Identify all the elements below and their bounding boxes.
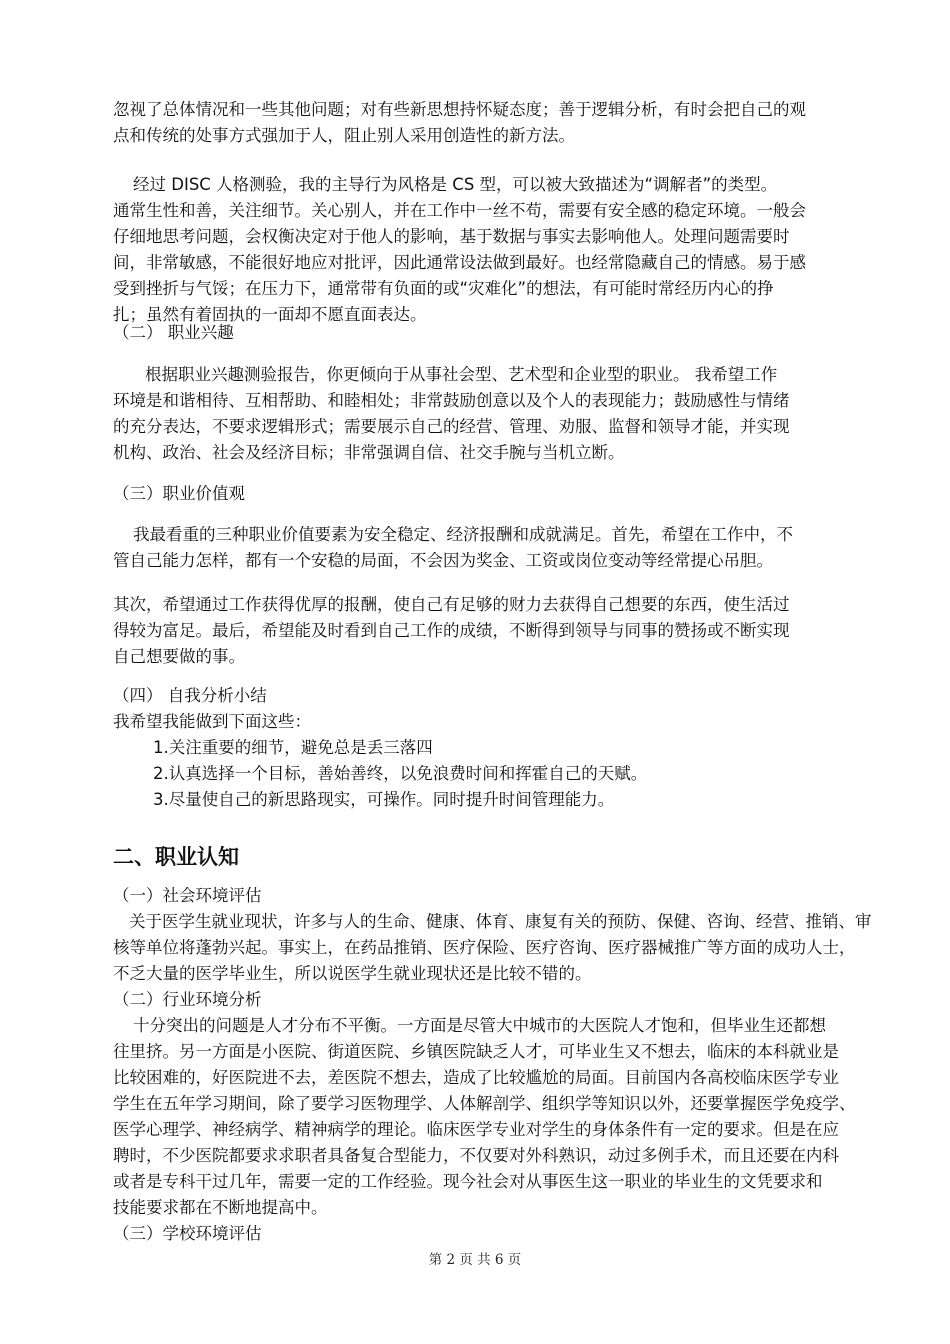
text-line: 比较困难的，好医院进不去，差医院不想去，造成了比较尴尬的局面。目前国内各高校临床医学专业 (113, 1068, 839, 1087)
section-title: 二、职业认知 (113, 845, 239, 869)
list-item: 2.认真选择一个目标，善始善终，以免浪费时间和挥霍自己的天赋。 (153, 764, 648, 783)
text-line: 点和传统的处事方式强加于人，阻止别人采用创造性的新方法。 (113, 126, 575, 145)
list-item: 1.关注重要的细节，避免总是丢三落四 (153, 738, 433, 757)
paragraph-intro (113, 97, 833, 149)
text-line: 十分突出的问题是人才分布不平衡。一方面是尽管大中城市的大医院人才饱和，但毕业生还都想 (133, 1016, 826, 1035)
text-line: 受到挫折与气馁；在压力下，通常带有负面的或“灾难化”的想法，有可能时常经历内心的挣 (113, 279, 774, 298)
text-line: 自己想要做的事。 (113, 647, 245, 666)
text-line: 聘时，不少医院都要求求职者具备复合型能力，不仅要对外科熟识，动过多例手术，而且还要在内科 (113, 1146, 839, 1165)
text-line: 的充分表达，不要求逻辑形式；需要展示自己的经营、管理、劝服、监督和领导才能，并实现 (113, 417, 790, 436)
paragraph-disc (113, 172, 833, 328)
text-line: 不乏大量的医学毕业生，所以说医学生就业现状还是比较不错的。 (113, 964, 592, 983)
self-analysis-summary (113, 683, 833, 813)
heading-text: （二）行业环境分析 (113, 990, 262, 1009)
text-line: 间，非常敏感，不能很好地应对批评，因此通常设法做到最好。也经常隐藏自己的情感。易于感 (113, 253, 806, 272)
heading-text: （一）社会环境评估 (113, 886, 262, 905)
text-line: 环境是和谐相待、互相帮助、和睦相处；非常鼓励创意以及个人的表现能力；鼓励感性与情绪 (113, 391, 790, 410)
text-line: 其次，希望通过工作获得优厚的报酬，使自己有足够的财力去获得自己想要的东西，使生活过 (113, 595, 790, 614)
page-footer: 第 2 页 共 6 页 (428, 1252, 522, 1268)
text-line: 机构、政治、社会及经济目标；非常强调自信、社交手腕与当机立断。 (113, 443, 625, 462)
heading-text: （二） 职业兴趣 (113, 323, 234, 342)
text-line: 仔细地思考问题，会权衡决定对于他人的影响，基于数据与事实去影响他人。处理问题需要时 (113, 227, 790, 246)
text-line: 根据职业兴趣测验报告，你更倾向于从事社会型、艺术型和企业型的职业。 我希望工作 (145, 365, 778, 384)
heading-text: （四） 自我分析小结 (113, 686, 267, 705)
text-line: 学生在五年学习期间，除了要学习医物理学、人体解剖学、组织学等知识以外，还要掌握医学免疫学、 (113, 1094, 856, 1113)
text-line: 通常生性和善，关注细节。关心别人，并在工作中一丝不苟，需要有安全感的稳定环境。一般会 (113, 201, 806, 220)
heading-career-values (113, 481, 833, 507)
section-career-cognition (113, 883, 872, 1247)
text-line: 得较为富足。最后，希望能及时看到自己工作的成绩，不断得到领导与同事的赞扬或不断实现 (113, 621, 790, 640)
paragraph-values-1 (113, 522, 833, 574)
paragraph-interest (113, 362, 833, 466)
text-line: 或者是专科干过几年，需要一定的工作经验。现今社会对从事医生这一职业的毕业生的文凭要求和 (113, 1172, 823, 1191)
heading-text: （三）职业价值观 (113, 484, 245, 503)
text-line: 我最看重的三种职业价值要素为安全稳定、经济报酬和成就满足。首先，希望在工作中，不 (133, 525, 793, 544)
text-line: 经过 DISC 人格测验，我的主导行为风格是 CS 型，可以被大致描述为“调解者”的类型。 (133, 175, 778, 194)
text-line: 管自己能力怎样，都有一个安稳的局面，不会因为奖金、工资或岗位变动等经常提心吊胆。 (113, 551, 773, 570)
list-item: 3.尽量使自己的新思路现实，可操作。同时提升时间管理能力。 (153, 790, 615, 809)
summary-intro: 我希望我能做到下面这些： (113, 712, 311, 731)
text-line: 技能要求都在不断地提高中。 (113, 1198, 328, 1217)
text-line: 忽视了总体情况和一些其他问题；对有些新思想持怀疑态度；善于逻辑分析，有时会把自己的观 (113, 100, 806, 119)
text-line: 核等单位将蓬勃兴起。事实上，在药品推销、医疗保险、医疗咨询、医疗器械推广等方面的成功人士， (113, 938, 856, 957)
text-line: 医学心理学、神经病学、精神病学的理论。临床医学专业对学生的身体条件有一定的要求。但是在应 (113, 1120, 839, 1139)
text-line: 往里挤。另一方面是小医院、街道医院、乡镇医院缺乏人才，可毕业生又不想去，临床的本科就业是 (113, 1042, 839, 1061)
text-line: 关于医学生就业现状，许多与人的生命、健康、体育、康复有关的预防、保健、咨询、经营、推销、审 (129, 912, 872, 931)
heading-text: （三）学校环境评估 (113, 1224, 262, 1243)
text-line: 扎；虽然有着固执的一面却不愿直面表达。 (113, 305, 427, 324)
paragraph-values-2 (113, 592, 833, 670)
heading-career-interest (113, 320, 833, 346)
